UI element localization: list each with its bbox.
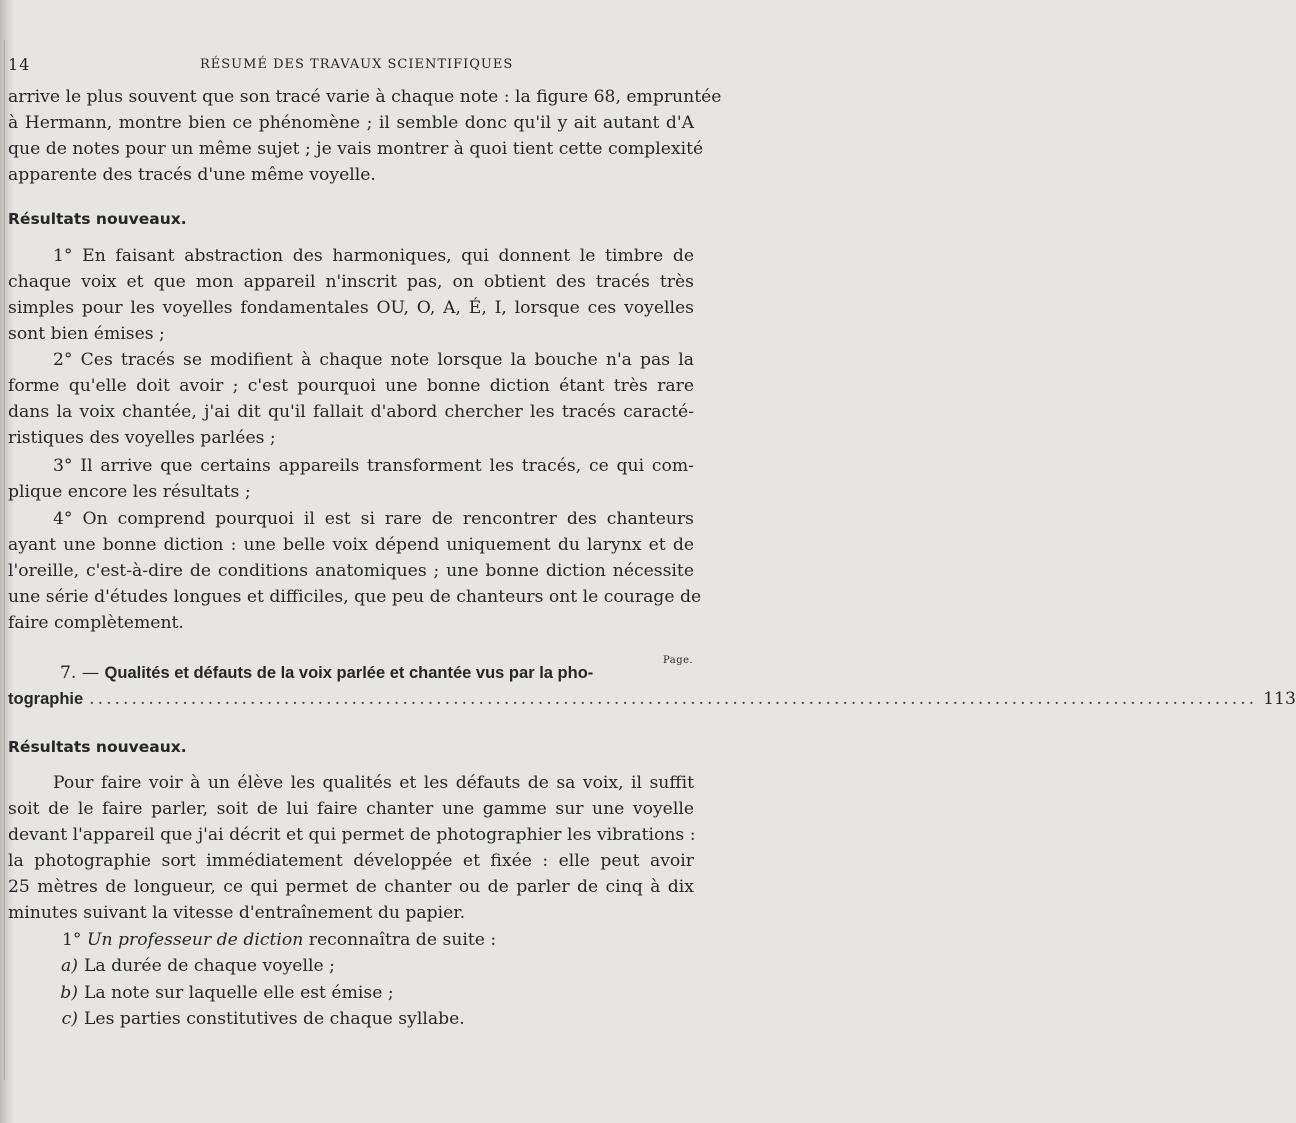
paragraph-line: chaque voix et que mon appareil n'inscrit pas, on obtient des tracés très	[8, 272, 694, 292]
paragraph-line: soit de le faire parler, soit de lui faire chanter une gamme sur une voyelle	[8, 799, 694, 819]
list-item	[52, 1006, 465, 1033]
paragraph-line: 3° Il arrive que certains appareils transforment les tracés, ce qui com-	[53, 456, 694, 476]
paragraph-line: faire complètement.	[8, 613, 184, 633]
list-item-text: Les parties constitutives de chaque syllabe.	[84, 1009, 465, 1029]
paragraph-line: simples pour les voyelles fondamentales OU, O, A, É, I, lorsque ces voyelles	[8, 298, 694, 318]
toc-entry-title: Qualités et défauts de la voix parlée et chantée vus par la pho-	[104, 664, 594, 682]
paragraph-line: 4° On comprend pourquoi il est si rare de rencontrer des chanteurs	[53, 509, 694, 529]
paragraph-line: forme qu'elle doit avoir ; c'est pourquoi une bonne diction étant très rare	[8, 376, 694, 396]
list-item	[52, 953, 335, 980]
list-item-marker: b)	[60, 983, 78, 1003]
toc-entry-line2	[8, 686, 1296, 713]
paragraph-line: ristiques des voyelles parlées ;	[8, 428, 276, 448]
paragraph-line: 2° Ces tracés se modifient à chaque note lorsque la bouche n'a pas la	[53, 350, 694, 370]
list-item-marker: c)	[61, 1009, 78, 1029]
paragraph-line: ayant une bonne diction : une belle voix dépend uniquement du larynx et de	[8, 535, 694, 555]
intro-line: à Hermann, montre bien ce phénomène ; il semble donc qu'il y ait autant d'A	[8, 113, 694, 133]
toc-entry-number: 7. —	[60, 663, 100, 683]
paragraph-line: minutes suivant la vitesse d'entraînement du papier.	[8, 903, 466, 923]
paragraph-line: 25 mètres de longueur, ce qui permet de chanter ou de parler de cinq à dix	[8, 877, 694, 897]
paragraph-line: Pour faire voir à un élève les qualités et les défauts de sa voix, il suffit	[53, 773, 694, 793]
intro-line: arrive le plus souvent que son tracé varie à chaque note : la figure 68, empruntée	[8, 87, 722, 107]
list-item-marker: a)	[61, 956, 78, 976]
paragraph-line: la photographie sort immédiatement développée et fixée : elle peut avoir	[8, 851, 694, 871]
binding-edge	[4, 40, 5, 1080]
section-heading: Résultats nouveaux.	[8, 738, 187, 756]
paragraph-line: dans la voix chantée, j'ai dit qu'il fallait d'abord chercher les tracés caracté-	[8, 402, 694, 422]
toc-entry-title-cont: tographie	[8, 690, 84, 708]
intro-line: apparente des tracés d'une même voyelle.	[8, 165, 376, 185]
paragraph-line: l'oreille, c'est-à-dire de conditions anatomiques ; une bonne diction nécessite	[8, 561, 694, 581]
list-item-text: La durée de chaque voyelle ;	[84, 956, 335, 976]
paragraph-line: devant l'appareil que j'ai décrit et qui permet de photographier les vibrations :	[8, 825, 696, 845]
point-1-italic: Un professeur de diction	[87, 930, 304, 950]
toc-entry-line1	[8, 660, 694, 687]
paragraph-line: une série d'études longues et difficiles, que peu de chanteurs ont le courage de	[8, 587, 702, 607]
list-item	[52, 980, 394, 1007]
paragraph-line: plique encore les résultats ;	[8, 482, 251, 502]
page-header	[8, 52, 694, 74]
page-number: 14	[8, 55, 31, 74]
intro-line: que de notes pour un même sujet ; je vais montrer à quoi tient cette complexité	[8, 139, 704, 159]
toc-entry-page: 113	[1263, 689, 1296, 709]
section-heading: Résultats nouveaux.	[8, 210, 187, 228]
point-1-number: 1°	[62, 930, 82, 950]
page-column-label: Page.	[663, 655, 694, 666]
paragraph-line: sont bien émises ;	[8, 324, 165, 344]
list-item-text: La note sur laquelle elle est émise ;	[84, 983, 394, 1003]
paragraph-line: 1° En faisant abstraction des harmoniques, qui donnent le timbre de	[53, 246, 694, 266]
running-title: RÉSUMÉ DES TRAVAUX SCIENTIFIQUES	[200, 57, 514, 72]
point-1-text: reconnaîtra de suite :	[308, 930, 497, 950]
point-1-line	[8, 927, 694, 954]
toc-leader-dots: ..........................................................................................................................................	[89, 689, 1258, 709]
